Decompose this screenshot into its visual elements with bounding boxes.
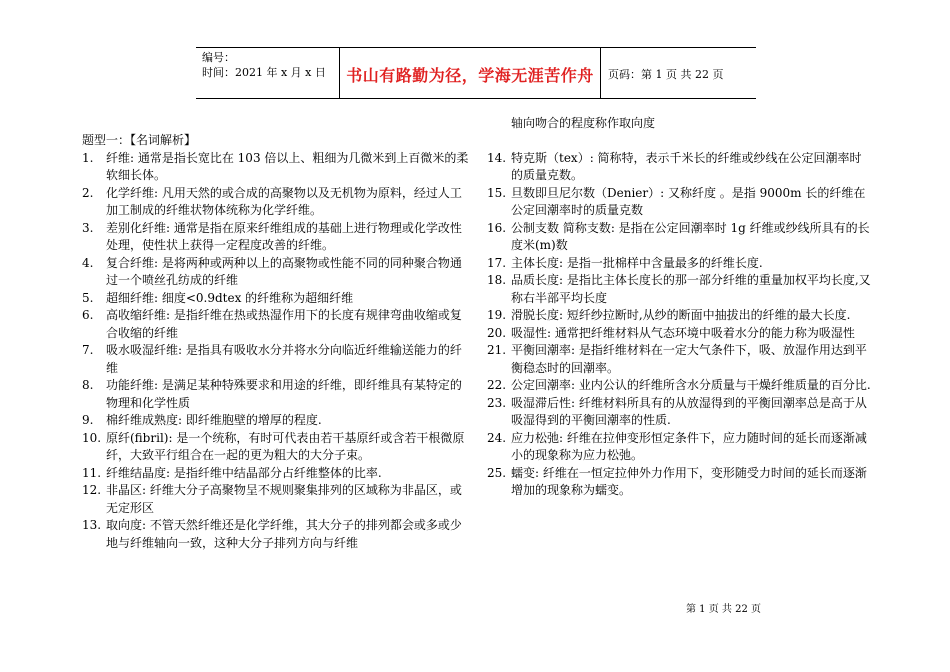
definition-item xyxy=(82,290,472,308)
time-label: 时间：2021 年 x 月 x 日 xyxy=(202,66,326,79)
item-text: 公定回潮率: 业内公认的纤维所含水分质量与干燥纤维质量的百分比. xyxy=(511,378,871,392)
item-text: 公制支数 简称支数: 是指在公定回潮率时 1g 纤维或纱线所具有的长度米(m)数 xyxy=(511,220,870,252)
item-text: 非晶区: 纤维大分子高聚物呈不规则聚集排列的区域称为非晶区，或无定形区 xyxy=(106,483,462,515)
definition-item xyxy=(82,185,472,220)
item-number: 9. xyxy=(82,413,94,427)
item-number: 2. xyxy=(82,185,94,200)
item-number: 8. xyxy=(82,378,94,392)
item-text: 蠕变: 纤维在一恒定拉伸外力作用下，变形随受力时间的延长而逐渐增加的现象称为蠕变。 xyxy=(511,465,867,497)
definition-item xyxy=(82,150,472,185)
item-text: 超细纤维: 细度<0.9dtex 的纤维称为超细纤维 xyxy=(106,290,354,305)
page-footer: 第 1 页 共 22 页 xyxy=(686,604,761,615)
item-text: 品质长度: 是指比主体长度长的那一部分纤维的重量加权平均长度,又称右半部平均长度 xyxy=(511,273,871,305)
item-number: 20. xyxy=(487,325,507,340)
definition-item xyxy=(82,517,472,552)
definition-item xyxy=(487,465,872,500)
item-text: 吸水吸湿纤维: 是指具有吸收水分并将水分向临近纤维输送能力的纤维 xyxy=(106,343,462,375)
page-header xyxy=(196,47,756,99)
item-number: 13. xyxy=(82,518,102,532)
number-label: 编号： xyxy=(202,51,235,64)
definition-item xyxy=(82,465,472,483)
item-text: 差别化纤维: 通常是指在原来纤维组成的基础上进行物理或化学改性处理，使性状上获得一定程度改善的纤维。 xyxy=(106,220,462,252)
item-number: 11. xyxy=(82,465,102,480)
definition-item xyxy=(487,255,872,273)
item-number: 25. xyxy=(487,465,507,480)
definition-item xyxy=(82,430,472,465)
definition-list-left xyxy=(82,150,472,553)
definition-item xyxy=(487,430,872,465)
item-number: 22. xyxy=(487,378,507,392)
item-text: 化学纤维: 凡用天然的或合成的高聚物以及无机物为原料，经过人工加工制成的纤维状物体统称为化学纤维。 xyxy=(106,185,462,217)
definition-item xyxy=(82,342,472,377)
item-number: 7. xyxy=(82,343,94,357)
item-number: 17. xyxy=(487,255,507,270)
item-number: 24. xyxy=(487,430,507,445)
item-text: 棉纤维成熟度: 即纤维胞壁的增厚的程度. xyxy=(106,413,322,427)
item-text: 功能纤维: 是满足某种特殊要求和用途的纤维，即纤维具有某特定的物理和化学性质 xyxy=(106,378,462,410)
item-number: 18. xyxy=(487,273,507,287)
item-text: 应力松弛: 纤维在拉伸变形恒定条件下，应力随时间的延长而逐渐减小的现象称为应力松弛。 xyxy=(511,430,867,462)
definition-item xyxy=(487,325,872,343)
continuation-text: 轴向吻合的程度称作取向度 xyxy=(511,116,656,130)
item-text: 平衡回潮率: 是指纤维材料在一定大气条件下，吸、放湿作用达到平衡稳态时的回潮率。 xyxy=(511,343,867,375)
item-number: 1. xyxy=(82,150,94,165)
item-text: 纤维结晶度: 是指纤维中结晶部分占纤维整体的比率. xyxy=(106,465,382,480)
definition-item xyxy=(82,412,472,430)
item-number: 16. xyxy=(487,220,507,235)
item-number: 21. xyxy=(487,343,507,357)
item-text: 复合纤维: 是将两种或两种以上的高聚物或性能不同的同种聚合物通过一个喷丝孔纺成的纤维 xyxy=(106,255,462,287)
item-number: 5. xyxy=(82,290,94,305)
section-heading: 题型一：【名词解析】 xyxy=(82,133,197,147)
definition-item xyxy=(487,185,872,220)
definition-item xyxy=(82,307,472,342)
definition-item xyxy=(82,220,472,255)
definition-item xyxy=(82,377,472,412)
definition-item xyxy=(487,342,872,377)
definition-item xyxy=(487,150,872,185)
header-page-info: 页码：第 1 页 共 22 页 xyxy=(608,68,724,81)
item-text: 特克斯（tex）: 简称特，表示千米长的纤维或纱线在公定回潮率时的质量克数。 xyxy=(511,150,862,182)
header-divider xyxy=(600,48,601,98)
item-number: 6. xyxy=(82,308,94,322)
item-number: 3. xyxy=(82,220,94,235)
right-column xyxy=(487,115,872,500)
header-motto: 书山有路勤为径，学海无涯苦作舟 xyxy=(346,66,594,85)
item-text: 旦数即旦尼尔数（Denier）: 又称纤度 。是指 9000m 长的纤维在公定回潮率时的质量克数 xyxy=(511,185,866,217)
item-number: 19. xyxy=(487,308,507,322)
definition-item xyxy=(82,482,472,517)
item-text: 纤维: 通常是指长宽比在 103 倍以上、粗细为几微米到上百微米的柔软细长体。 xyxy=(106,150,469,182)
left-column xyxy=(82,132,472,552)
definition-item xyxy=(487,395,872,430)
item-text: 取向度: 不管天然纤维还是化学纤维，其大分子的排列都会或多或少地与纤维轴向一致，这种大分子排列方向与纤维 xyxy=(106,518,462,550)
item-number: 4. xyxy=(82,255,94,270)
definition-item xyxy=(487,272,872,307)
header-meta xyxy=(202,50,337,80)
item-text: 吸湿性: 通常把纤维材料从气态环境中吸着水分的能力称为吸湿性 xyxy=(511,325,855,340)
definition-item xyxy=(487,377,872,395)
item-number: 14. xyxy=(487,150,507,165)
definition-list-right xyxy=(487,150,872,500)
item-text: 滑脱长度: 短纤纱拉断时,从纱的断面中抽拔出的纤维的最大长度. xyxy=(511,308,851,322)
definition-item xyxy=(487,220,872,255)
item-text: 高收缩纤维: 是指纤维在热或热湿作用下的长度有规律弯曲收缩或复合收缩的纤维 xyxy=(106,308,462,340)
definition-item xyxy=(487,307,872,325)
item-number: 12. xyxy=(82,483,102,497)
item-text: 原纤(fibril): 是一个统称，有时可代表由若干基原纤或含若干根微原纤，大致平行组合在一起的更为粗大的大分子束。 xyxy=(106,430,465,462)
item-text: 吸湿滞后性: 纤维材料所具有的从放湿得到的平衡回潮率总是高于从吸湿得到的平衡回潮率的性质. xyxy=(511,395,867,427)
item-number: 23. xyxy=(487,395,507,410)
item-number: 15. xyxy=(487,185,507,200)
item-text: 主体长度: 是指一批棉样中含量最多的纤维长度. xyxy=(511,255,763,270)
item-number: 10. xyxy=(82,430,102,445)
definition-item xyxy=(82,255,472,290)
